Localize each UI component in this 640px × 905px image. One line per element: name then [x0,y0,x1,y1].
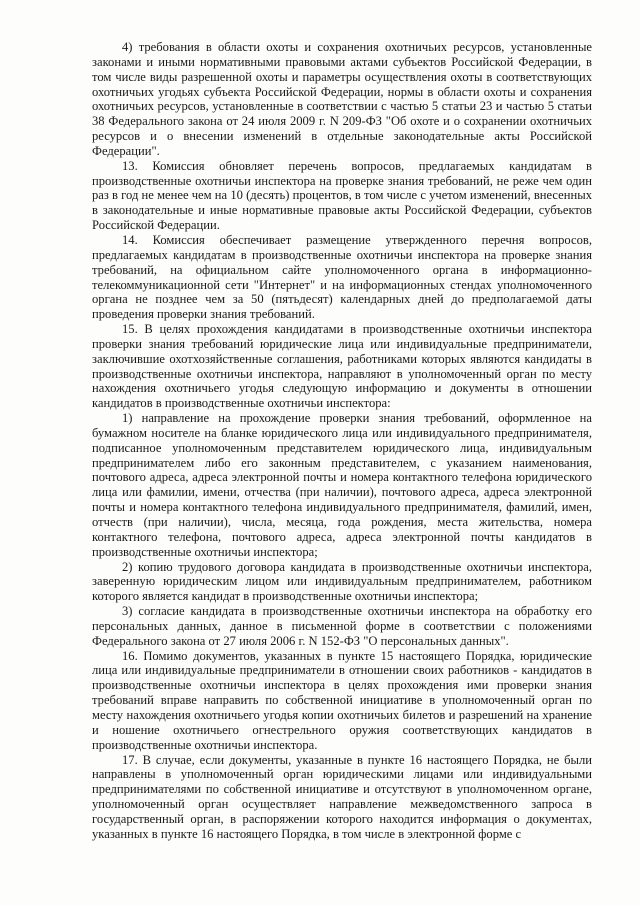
paragraph-15-item-1-referral: 1) направление на прохождение проверки знания требований, оформленное на бумажном носителе на бланке юридического лица или индивидуального предпринимателя, подписанное уполномоченным представителем юридического лица, индивидуальным предпринимателем либо его законным представителем, с указанием наименования, почтового адреса, адреса электронной почты и номера контактного телефона юридического лица или фамилии, имени, отчества (при наличии), почтового адреса, адреса электронной почты и номера контактного телефона индивидуального предпринимателя, фамилий, имен, отчеств (при наличии), числа, месяца, года рождения, места жительства, номера контактного телефона, почтового адреса, адреса электронной почты кандидатов в производственные охотничьи инспектора; [92,411,592,559]
paragraph-14-question-list-publication: 14. Комиссия обеспечивает размещение утвержденного перечня вопросов, предлагаемых кандидатам в производственные охотничьи инспектора на проверке знания требований, на официальном сайте уполномоченного органа в информационно-телекоммуникационной сети "Интернет" и на информационных стендах уполномоченного органа не позднее чем за 50 (пятьдесят) календарных дней до предполагаемой даты проведения проверки знания требований. [92,232,592,322]
paragraph-15-item-3-personal-data-consent: 3) согласие кандидата в производственные охотничьи инспектора на обработку его персональных данных, данное в письменной форме в соответствии с положениями Федерального закона от 27 июля 2006 г. N 152-ФЗ "О персональных данных". [92,604,592,648]
document-body [92,40,592,842]
paragraph-17-interagency-request: 17. В случае, если документы, указанные в пункте 16 настоящего Порядка, не были направлены в уполномоченный орган юридическими лицами или индивидуальными предпринимателями по собственной инициативе и отсутствуют в уполномоченном органе, уполномоченный орган осуществляет направление межведомственного запроса в государственный орган, в распоряжении которого находится информация о документах, указанных в пункте 16 настоящего Порядка, в том числе в электронной форме с [92,752,592,841]
paragraph-15-required-documents: 15. В целях прохождения кандидатами в производственные охотничьи инспектора проверки знания требований юридические лица или индивидуальные предприниматели, заключившие охотхозяйственные соглашения, работниками которых являются кандидаты в производственные охотничьи инспектора, направляют в уполномоченный орган по месту нахождения охотничьего угодья следующую информацию и документы в отношении кандидатов в производственные охотничьи инспектора: [92,322,592,411]
paragraph-13-question-list-update: 13. Комиссия обновляет перечень вопросов, предлагаемых кандидатам в производственные охотничьи инспектора на проверке знания требований, не реже чем один раз в год не менее чем на 10 (десять) процентов, в том числе с учетом изменений, внесенных в законодательные и иные нормативные правовые акты Российской Федерации, субъектов Российской Федерации. [92,158,592,233]
paragraph-item-4-requirements: 4) требования в области охоты и сохранения охотничьих ресурсов, установленные законами и иными нормативными правовыми актами субъектов Российской Федерации, в том числе виды разрешенной охоты и параметры осуществления охоты в соответствующих охотничьих угодьях субъекта Российской Федерации, нормы в области охоты и сохранения охотничьих ресурсов, установленные в соответствии с частью 5 статьи 23 и частью 5 статьи 38 Федерального закона от 24 июля 2009 г. N 209-ФЗ "Об охоте и о сохранении охотничьих ресурсов и о внесении изменений в отдельные законодательные акты Российской Федерации". [92,40,592,158]
paragraph-16-additional-documents: 16. Помимо документов, указанных в пункте 15 настоящего Порядка, юридические лица или индивидуальные предприниматели в отношении своих работников - кандидатов в производственные охотничьи инспектора в целях прохождения ими проверки знания требований вправе направить по собственной инициативе в уполномоченный орган по месту нахождения охотничьего угодья копии охотничьих билетов и разрешений на хранение и ношение охотничьего огнестрельного оружия соответствующих кандидатов в производственные охотничьи инспектора. [92,648,592,752]
paragraph-15-item-2-employment-contract: 2) копию трудового договора кандидата в производственные охотничьи инспектора, заверенную юридическим лицом или индивидуальным предпринимателем, работником которого является кандидат в производственные охотничьи инспектора; [92,559,592,604]
